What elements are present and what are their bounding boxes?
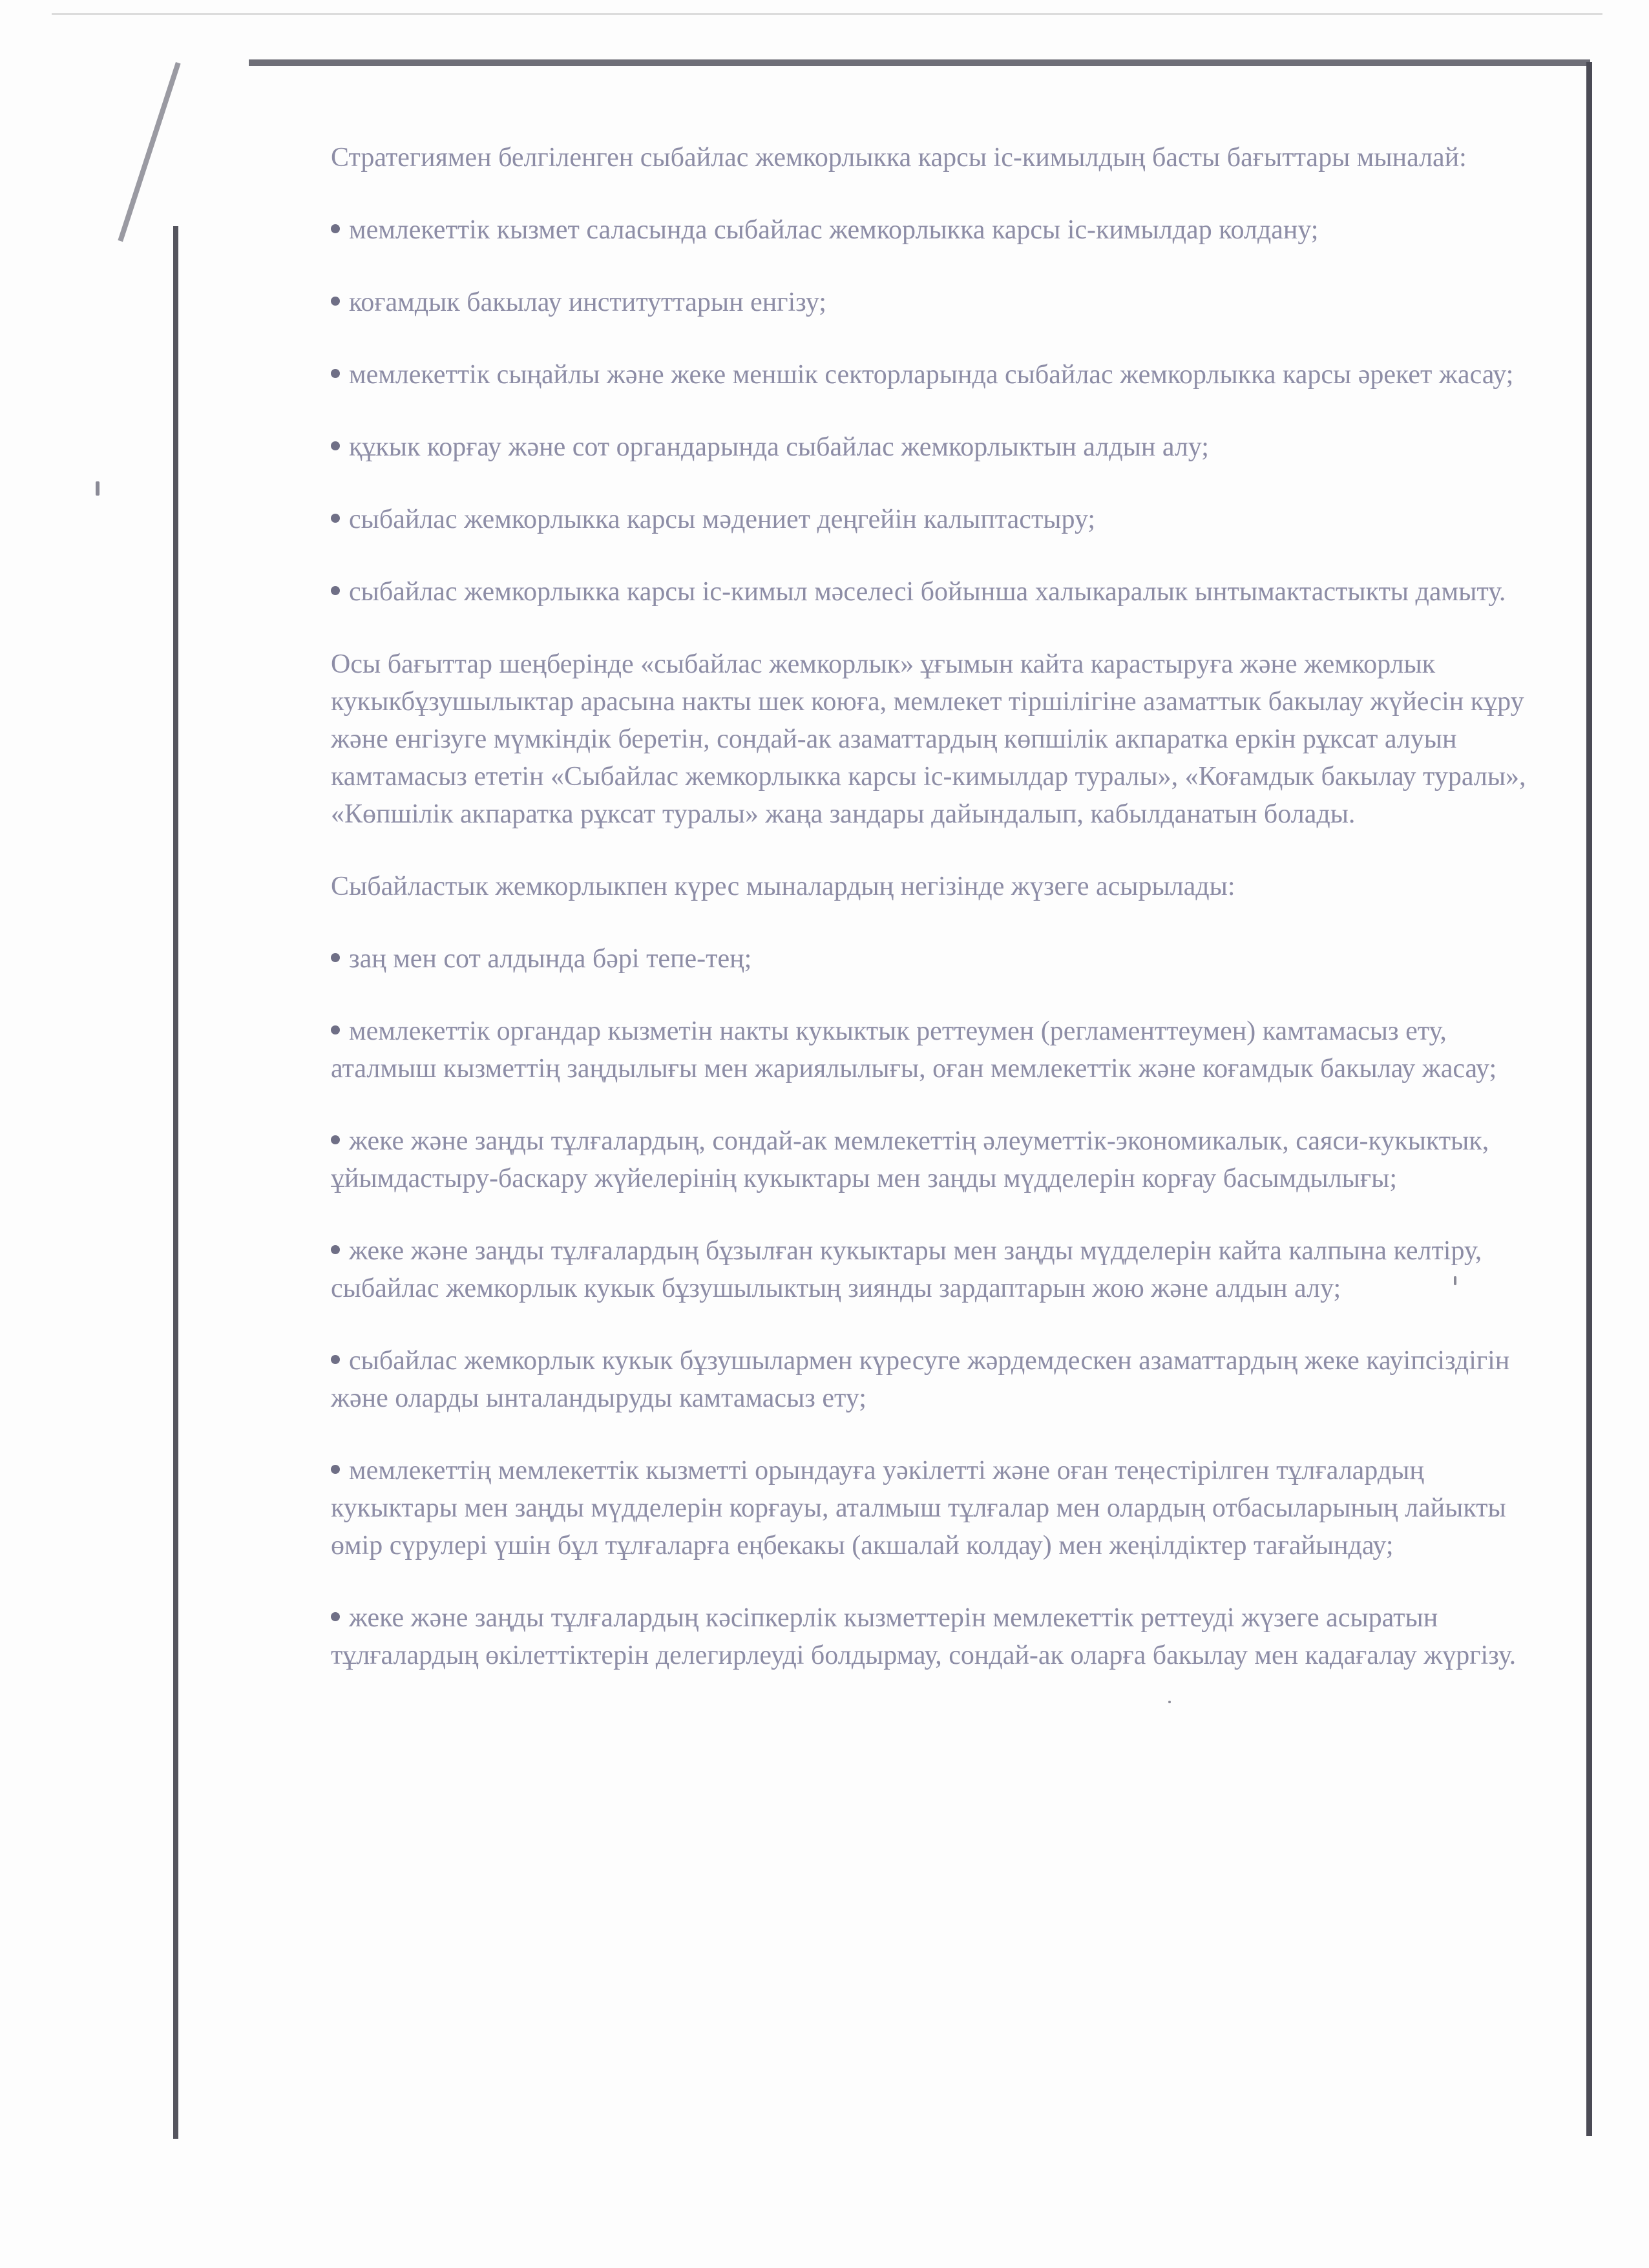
intro-paragraph: Стратегиямен белгіленген сыбайлас жемкорлыкка карсы іс-кимылдың басты бағыттары мыналай:: [331, 143, 1467, 173]
principle-item: заң мен сот алдында бәрі тепе-тең;: [331, 940, 1552, 978]
bullet-icon: [331, 514, 340, 523]
principle-item: мемлекеттің мемлекеттік кызметті орындауға уәкілетті және оған теңестірілген тұлғалардың кукыктары мен заңды мүдделерін корғауы, аталмыш тұлғалар мен олардың отбасыларының лайыкты өмір сүрулері үшін бұл тұлғаларға еңбекакы (акшалай колдау) мен жеңілдіктер тағайындау;: [331, 1456, 1506, 1560]
bullet-icon: [331, 297, 340, 306]
principle-item: жеке және заңды тұлғалардың, сондай-ак мемлекеттің әлеуметтік-экономикалык, саяси-кукыктык, ұйымдастыру-баскару жүйелерінің кукыктары мен заңды мүдделерін корғау басымдылығы;: [331, 1126, 1489, 1193]
direction-item: мемлекеттік кызмет саласында сыбайлас жемкорлыкка карсы іс-кимылдар колдану;: [331, 211, 1552, 249]
scan-speck: [96, 481, 100, 496]
principle-item: сыбайлас жемкорлык кукык бұзушылармен күресуге жәрдемдескен азаматтардың жеке кауіпсіздігін және оларды ынталандыруды камтамасыз ету;: [331, 1346, 1510, 1413]
scan-border-line: [52, 13, 1602, 15]
bullet-icon: [331, 441, 340, 450]
direction-item: мемлекеттік сыңайлы және жеке меншік секторларында сыбайлас жемкорлыкка карсы әрекет жасау;: [331, 356, 1552, 394]
principle-item: жеке және заңды тұлғалардың бұзылған кукыктары мен заңды мүдделерін кайта калпына келтіру, сыбайлас жемкорлык кукык бұзушылыктың зиянды зардаптарын жою және алдын алу;: [331, 1236, 1482, 1303]
laws-paragraph: Осы бағыттар шеңберінде «сыбайлас жемкорлык» ұғымын кайта карастыруға және жемкорлык кукыкбұзушылыктар арасына накты шек коюға, мемлекет тіршілігіне азаматтык бакылау жүйесін кұру және енгізуге мүмкіндік беретін, сондай-ак азаматтардың көпшілік акпаратка еркін рұксат алуын камтамасыз ететін «Сыбайлас жемкорлыкка карсы іс-кимылдар туралы», «Коғамдык бакылау туралы», «Көпшілік акпаратка рұксат туралы» жаңа зандары дайындалып, кабылданатын болады.: [331, 649, 1526, 829]
bullet-icon: [331, 586, 340, 595]
direction-item: сыбайлас жемкорлыкка карсы іс-кимыл мәселесі бойынша халыкаралык ынтымактастыкты дамыту.: [331, 573, 1552, 611]
bullet-icon: [331, 1355, 340, 1364]
direction-item: сыбайлас жемкорлыкка карсы мәдениет деңгейін калыптастыру;: [331, 501, 1552, 538]
sheet-edge-left: [173, 226, 178, 2139]
direction-item: құкык корғау және сот органдарында сыбайлас жемкорлыктын алдын алу;: [331, 428, 1552, 466]
bullet-icon: [331, 1612, 340, 1621]
principles-intro: Сыбайластык жемкорлыкпен күрес мыналардың негізінде жүзеге асырылады:: [331, 872, 1235, 901]
bullet-icon: [331, 369, 340, 378]
principle-item: жеке және заңды тұлғалардың кәсіпкерлік кызметтерін мемлекеттік реттеуді жүзеге асыратын тұлғалардың өкілеттіктерін делегирлеуді болдырмау, сондай-ак оларға бакылау мен кадағалау жүргізу.: [331, 1603, 1517, 1670]
document-body: [331, 139, 1552, 1709]
bullet-icon: [331, 1465, 340, 1474]
sheet-edge-corner: [118, 62, 180, 242]
bullet-icon: [331, 1245, 340, 1254]
bullet-icon: [331, 224, 340, 233]
bullet-icon: [331, 1135, 340, 1144]
bullet-icon: [331, 953, 340, 962]
direction-item: коғамдык бакылау институттарын енгізу;: [331, 284, 1552, 321]
sheet-edge-top: [249, 59, 1590, 66]
sheet-edge-right: [1586, 62, 1592, 2136]
principle-item: мемлекеттік органдар кызметін накты кукыктык реттеумен (регламенттеумен) камтамасыз ету, аталмыш кызметтің заңдылығы мен жариялылығы, оған мемлекеттік және коғамдык бакылау жасау;: [331, 1016, 1497, 1084]
bullet-icon: [331, 1025, 340, 1034]
